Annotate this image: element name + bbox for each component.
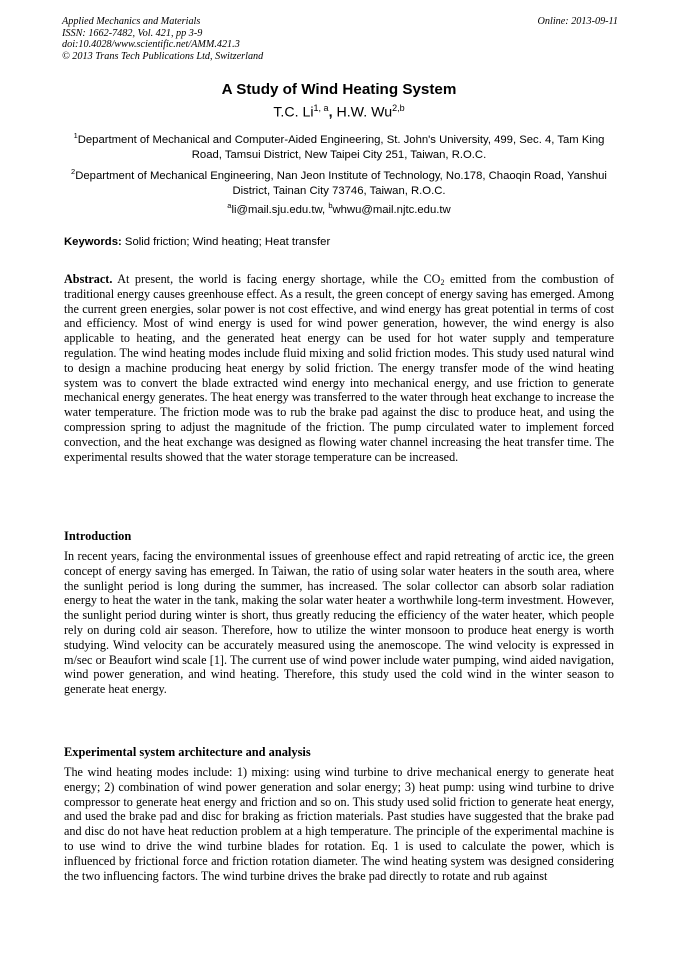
email-a-marker: a [227,201,232,210]
affiliation-1 [70,128,608,163]
journal-name: Applied Mechanics and Materials [62,16,201,27]
experimental-heading: Experimental system architecture and analysis [64,745,311,759]
email-b-marker: b [328,201,333,210]
keywords-text: Solid friction; Wind heating; Heat transfer [121,236,331,248]
author-2-affil-marker: 2,b [392,103,405,113]
doi-line: doi:10.4028/www.scientific.net/AMM.421.3 [62,39,240,51]
introduction-body: In recent years, facing the environmental issues of greenhouse effect and rapid retreating of arctic ice, the green concept of energy saving has emerged. In Taiwan, the ratio of using solar water heaters in the south area, where the sunlight period is long during the summer, has increased. The solar collector can absorb solar radiation energy to heat the water in the tank, making the solar water heater a worthwhile long-term investment. However, the sunlight period during winter is short, thus greatly reducing the efficiency of the water heater, which people rely on during cold air season. Therefore, how to utilize the winter monsoon to produce heat energy is worth studying. Wind velocity can be accurately measured using the anemoscope. The wind velocity is expressed in m/sec or Beaufort wind scale [1]. The current use of wind power include water pumping, wind aided navigation, wind power generation, and wind heating. Therefore, this study used the cold wind in the winter season to generate heat energy. [64,549,614,697]
affiliation-1-marker: 1 [73,131,78,140]
author-separator: , [328,104,337,121]
author-2: H.W. Wu [336,104,393,121]
affiliation-1-text: Department of Mechanical and Computer-Aided Engineering, St. John's University, 499, Sec. 4, Tam King Road, Tamsui District, New Taipei City 251, Taiwan, R.O.C. [77,133,605,161]
abstract-label: Abstract. [64,272,113,286]
copyright-line: © 2013 Trans Tech Publications Ltd, Switzerland [62,50,264,62]
author-line [0,103,678,121]
keywords-label: Keywords: [64,236,122,248]
publication-header [62,16,618,62]
email-a: li@mail.sju.edu.tw, [231,203,329,216]
author-1-affil-marker: 1, a [313,103,329,113]
abstract-text-part2: emitted from the combustion of traditional energy causes greenhouse effect. As a result, the green concept of energy saving has emerged. Among the current green energies, solar power is not cost effective, and wind energy has great potential in terms of cost and efficiency. Most of wind energy is used for wind power generation, however, the wind energy is also applicable to heating, and the generated heat energy can be used for hot water supply and temperature regulation. The wind heating modes include fluid mixing and solid friction modes. This study used natural wind to design a machine producing heat energy by solid friction. The energy transfer mode of the wind heating system was to convert the blade extracted wind energy into mechanical energy, and use friction to generate mechanical energy generates. The heat energy was transferred to the water through heat exchange to increase the water temperature. The friction mode was to rub the brake pad against the disc to produce heat, and using the compression spring to adjust the magnitude of the friction. The pump circulated water to implement forced convection, and the heat exchange was designed as flowing water channel increasing the heat transfer time. The experimental results showed that the water storage temperature can be increased. [64,272,615,464]
author-1: T.C. Li [273,104,314,121]
keywords [64,236,614,248]
email-b: whwu@mail.njtc.edu.tw [332,203,451,216]
author-emails [0,201,678,216]
issn-line: ISSN: 1662-7482, Vol. 421, pp 3-9 [62,27,203,39]
abstract-text-part1: At present, the world is facing energy shortage, while the CO [112,272,441,286]
affiliation-2-text: Department of Mechanical Engineering, Nan Jeon Institute of Technology, No.178, Chaoqin Road, Yanshui District, Tainan City 73746, Taiwan, R.O.C. [75,169,607,197]
paper-title: A Study of Wind Heating System [221,81,457,98]
abstract-co2-subscript: 2 [440,278,445,287]
affiliation-2-marker: 2 [71,167,76,176]
abstract [64,272,614,464]
online-date: Online: 2013-09-11 [537,16,618,27]
experimental-body: The wind heating modes include: 1) mixing: using wind turbine to drive mechanical energy to generate heat energy; 2) combination of wind power generation and solar energy; 3) heat pump: using wind turbine to drive compressor to generate heat energy and friction and so on. This study used solid friction to generate heat energy, and used the brake pad and disc for braking as friction materials. Past studies have suggested that the brake pad and disc do not have heat reduction problem at a high temperature. The principle of the experimental machine is to use wind to drive the wind turbine blades for rotation. Eq. 1 is used to calculate the power, which is influenced by frictional force and friction rotation diameter. The wind heating system was designed considering the two influencing factors. The wind turbine drives the brake pad directly to rotate and rub against [64,765,614,883]
introduction-heading: Introduction [64,529,132,543]
affiliation-2 [70,164,608,199]
